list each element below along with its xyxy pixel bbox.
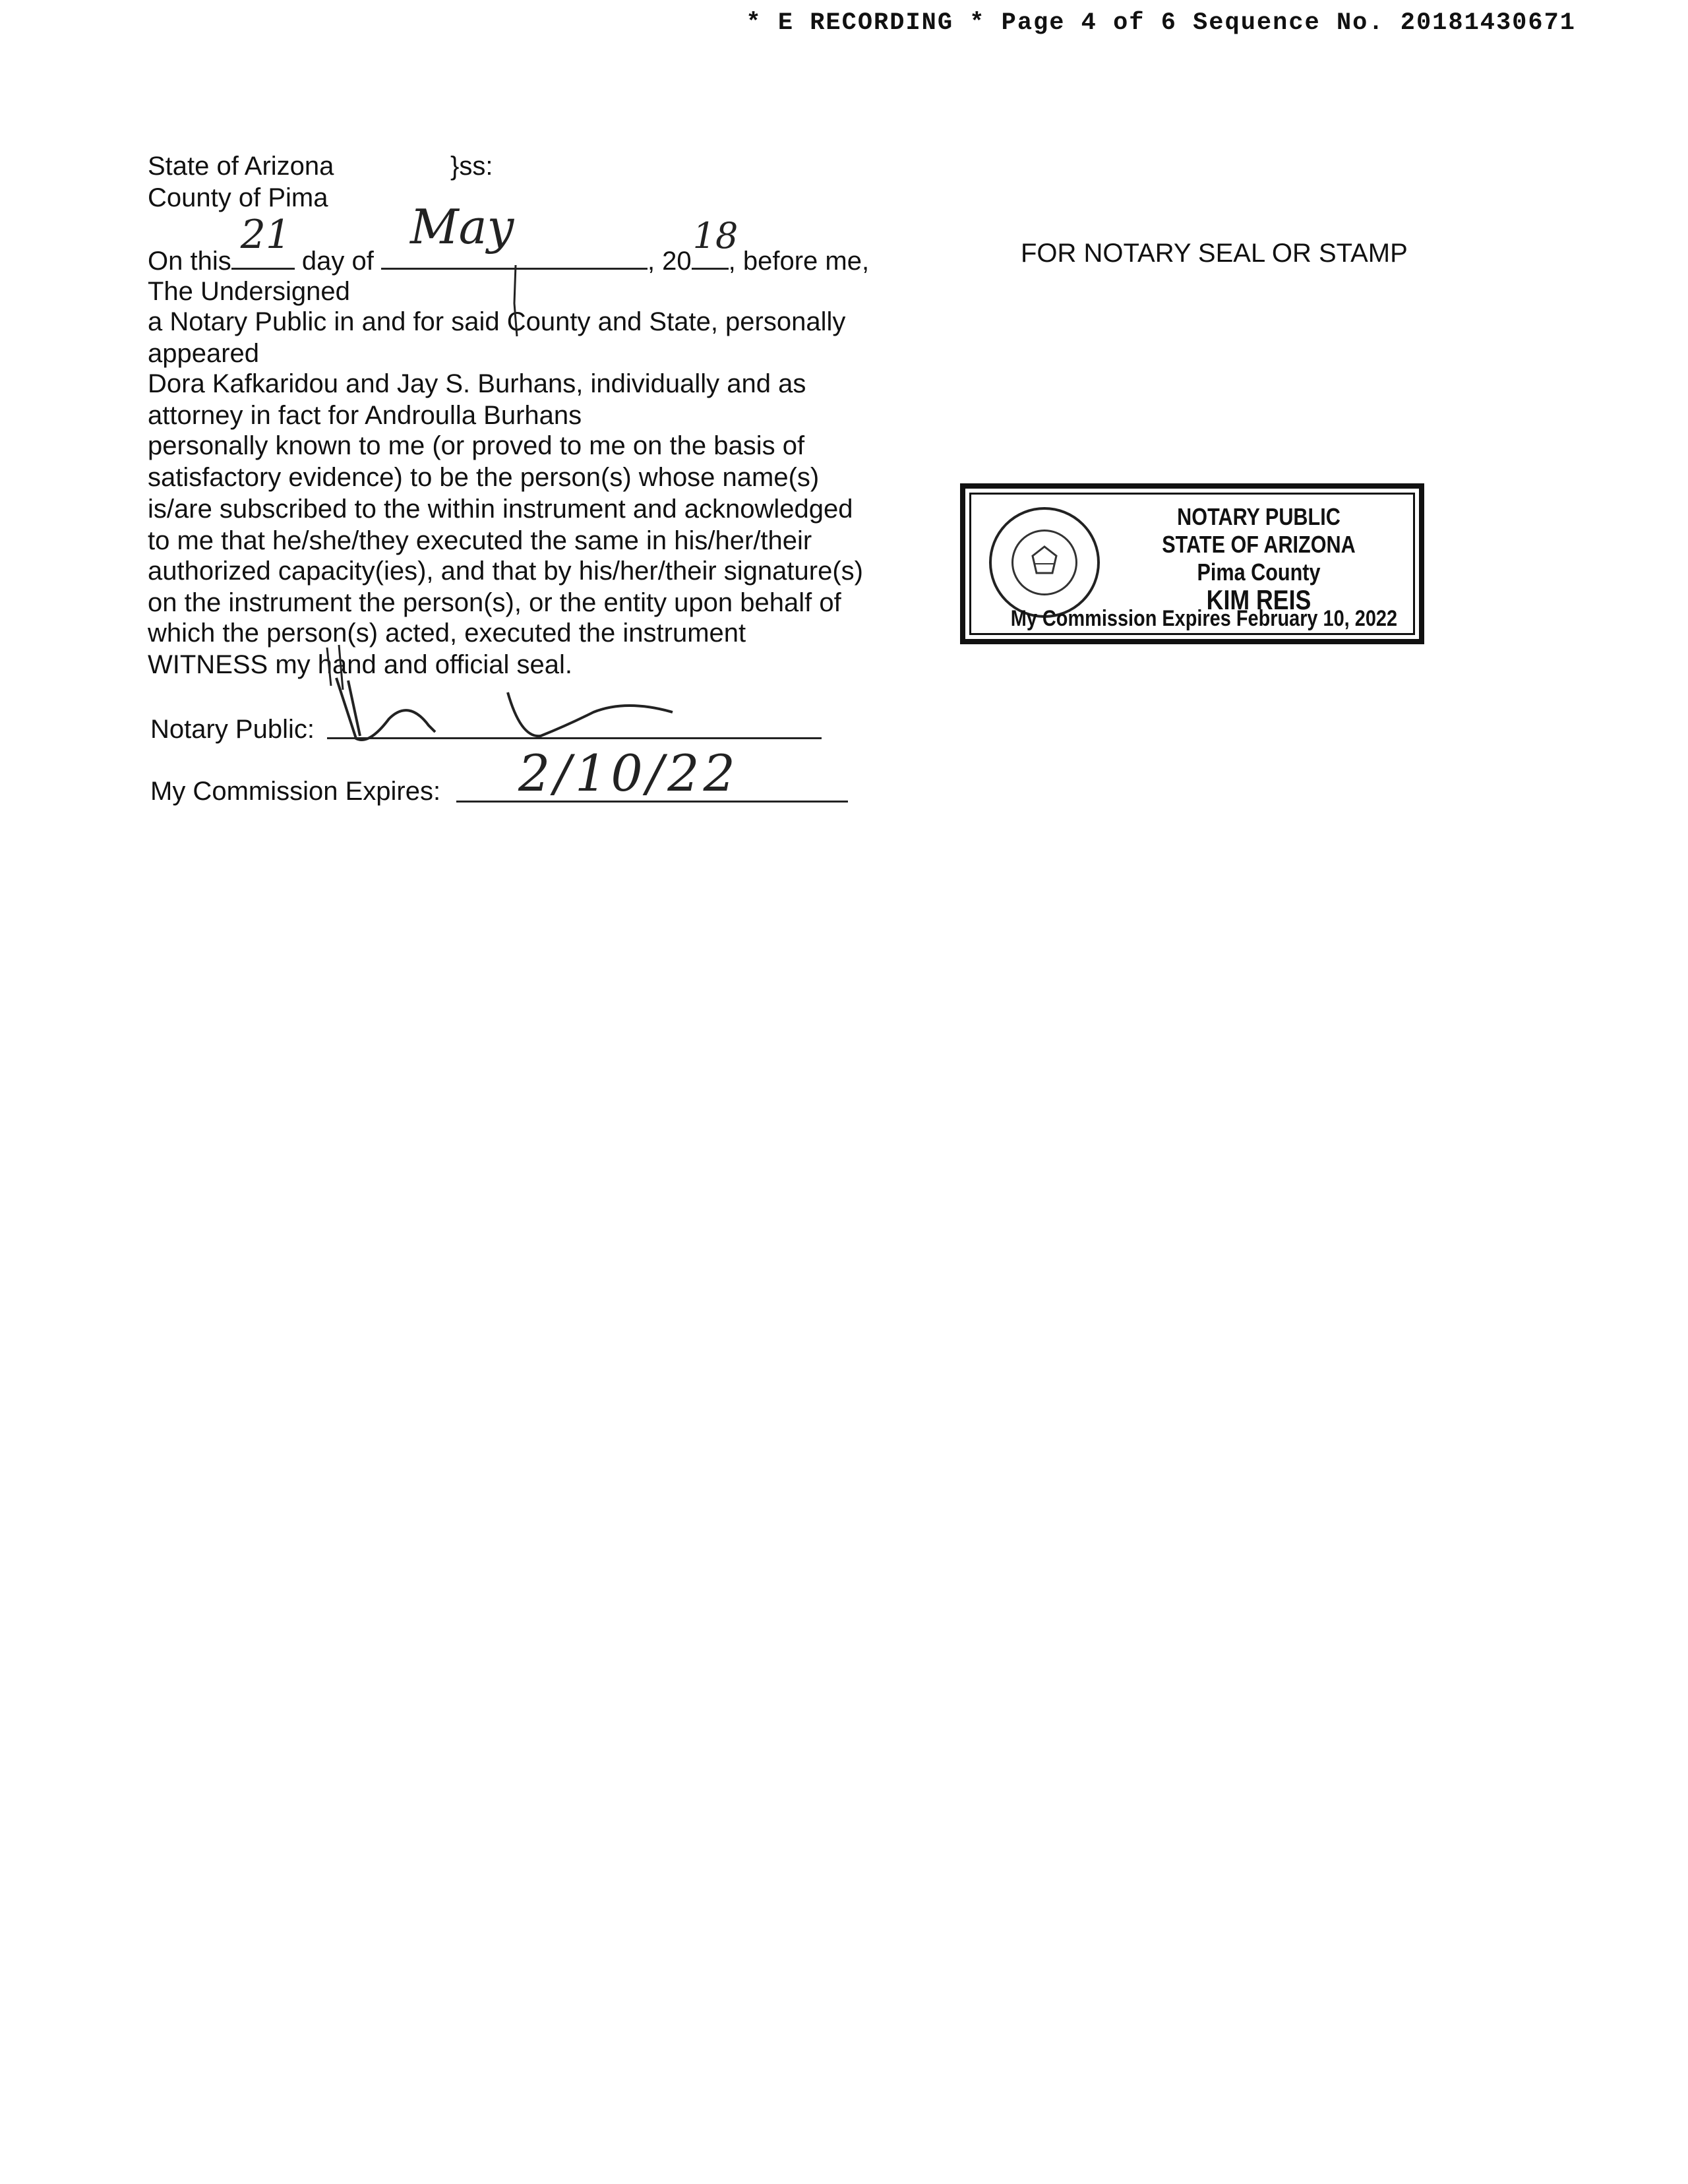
commission-handwritten: 2/10/22: [518, 744, 739, 803]
stamp-text: [1104, 503, 1414, 614]
stamp-line-name: KIM REIS: [1206, 584, 1311, 615]
before-me-label: , before me,: [728, 247, 870, 276]
year-prefix: , 20: [647, 247, 692, 276]
commission-label: My Commission Expires:: [150, 777, 441, 806]
day-blank: [231, 212, 295, 270]
notary-stamp: [960, 483, 1424, 644]
month-handwritten: May: [409, 199, 514, 255]
county-line: County of Pima: [148, 183, 328, 212]
year-blank: [692, 215, 738, 270]
body-line: authorized capacity(ies), and that by his/her/their signature(s): [148, 557, 863, 586]
body-line: appeared: [148, 339, 260, 368]
notary-signature: [330, 673, 699, 752]
seal-area-label: FOR NOTARY SEAL OR STAMP: [1021, 239, 1408, 268]
body-line: attorney in fact for Androulla Burhans: [148, 401, 582, 430]
ss-mark: }ss:: [450, 152, 493, 181]
body-line: personally known to me (or proved to me on the basis of: [148, 431, 805, 460]
body-line: which the person(s) acted, executed the instrument: [148, 619, 746, 648]
body-line: on the instrument the person(s), or the entity upon behalf of: [148, 588, 841, 617]
witness-line: WITNESS my hand and official seal.: [148, 650, 572, 679]
state-seal-icon: [989, 507, 1100, 618]
body-line: satisfactory evidence) to be the person(s) whose name(s): [148, 463, 820, 492]
on-this-label: On this: [148, 247, 231, 276]
officer-name: The Undersigned: [148, 277, 350, 306]
state-line: [148, 150, 334, 182]
year-handwritten: 18: [692, 215, 738, 257]
commission-line: [456, 744, 848, 803]
day-handwritten: 21: [240, 212, 291, 258]
body-line: a Notary Public in and for said County and State, personally: [148, 307, 846, 336]
body-line: is/are subscribed to the within instrument and acknowledged: [148, 495, 853, 524]
handwriting-strokes: [316, 224, 541, 725]
seal-emblem: [992, 510, 1097, 615]
stamp-line-notary: NOTARY PUBLIC: [1177, 503, 1341, 530]
body-line: Dora Kafkaridou and Jay S. Burhans, individually and as: [148, 369, 806, 398]
state-name: State of Arizona: [148, 152, 334, 181]
day-of-label: day of: [301, 247, 374, 276]
stamp-line-county: Pima County: [1197, 559, 1321, 586]
notary-public-label: Notary Public:: [150, 715, 315, 744]
stamp-line-state: STATE OF ARIZONA: [1162, 531, 1356, 558]
stamp-expiration: My Commission Expires February 10, 2022: [1010, 606, 1398, 631]
recording-header: * E RECORDING * Page 4 of 6 Sequence No. 20181430671: [746, 9, 1576, 37]
body-line: to me that he/she/they executed the same in his/her/their: [148, 526, 812, 555]
